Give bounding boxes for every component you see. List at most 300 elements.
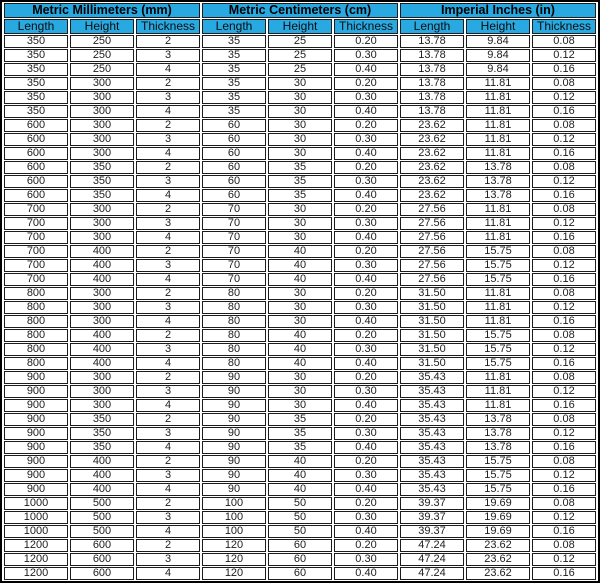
col-header-mm-height: Height: [70, 19, 134, 34]
table-cell: 0.16: [532, 525, 596, 538]
table-cell: 40: [268, 455, 332, 468]
table-cell: 0.16: [532, 105, 596, 118]
table-cell: 27.56: [400, 273, 464, 286]
table-cell: 0.16: [532, 63, 596, 76]
table-row: [4, 189, 596, 202]
table-cell: 11.81: [466, 203, 530, 216]
table-cell: 11.81: [466, 105, 530, 118]
table-row: [4, 259, 596, 272]
table-cell: 700: [4, 231, 68, 244]
table-cell: 350: [4, 105, 68, 118]
table-cell: 0.30: [334, 91, 398, 104]
table-cell: 40: [268, 245, 332, 258]
table-row: [4, 427, 596, 440]
table-row: [4, 329, 596, 342]
table-cell: 0.20: [334, 245, 398, 258]
table-cell: 0.40: [334, 567, 398, 580]
table-cell: 0.30: [334, 133, 398, 146]
table-cell: 90: [202, 469, 266, 482]
table-cell: 600: [4, 189, 68, 202]
table-cell: 35.43: [400, 371, 464, 384]
table-cell: 35.43: [400, 441, 464, 454]
table-cell: 3: [136, 49, 200, 62]
table-cell: 15.75: [466, 273, 530, 286]
table-cell: 1000: [4, 511, 68, 524]
table-cell: 350: [70, 175, 134, 188]
table-cell: 0.30: [334, 469, 398, 482]
table-cell: 0.20: [334, 413, 398, 426]
table-cell: 0.30: [334, 301, 398, 314]
table-cell: 4: [136, 231, 200, 244]
table-cell: 4: [136, 567, 200, 580]
table-cell: 3: [136, 217, 200, 230]
table-cell: 60: [268, 539, 332, 552]
table-cell: 0.08: [532, 371, 596, 384]
table-cell: 0.40: [334, 189, 398, 202]
table-cell: 900: [4, 399, 68, 412]
table-cell: 800: [4, 287, 68, 300]
group-header-metric-mm: Metric Millimeters (mm): [4, 3, 200, 18]
table-cell: 300: [70, 315, 134, 328]
table-cell: 120: [202, 567, 266, 580]
table-cell: 2: [136, 161, 200, 174]
table-row: [4, 497, 596, 510]
table-cell: 2: [136, 287, 200, 300]
table-cell: 30: [268, 133, 332, 146]
table-cell: 0.40: [334, 525, 398, 538]
table-cell: 15.75: [466, 483, 530, 496]
table-cell: 27.56: [400, 231, 464, 244]
table-cell: 0.30: [334, 259, 398, 272]
table-cell: 27.56: [400, 217, 464, 230]
table-cell: 35.43: [400, 427, 464, 440]
table-cell: 0.40: [334, 315, 398, 328]
table-cell: 60: [268, 553, 332, 566]
table-row: [4, 273, 596, 286]
table-cell: 30: [268, 105, 332, 118]
table-cell: 4: [136, 441, 200, 454]
table-cell: 11.81: [466, 77, 530, 90]
table-cell: 0.40: [334, 231, 398, 244]
table-cell: 1200: [4, 539, 68, 552]
table-cell: 2: [136, 77, 200, 90]
table-row: [4, 119, 596, 132]
table-header: [4, 3, 596, 34]
table-cell: 0.20: [334, 35, 398, 48]
table-cell: 35.43: [400, 385, 464, 398]
table-cell: 300: [70, 399, 134, 412]
table-cell: 2: [136, 371, 200, 384]
table-cell: 11.81: [466, 287, 530, 300]
table-cell: 35: [268, 175, 332, 188]
table-body: [4, 35, 596, 580]
table-cell: 30: [268, 301, 332, 314]
table-cell: 2: [136, 329, 200, 342]
table-cell: 39.37: [400, 497, 464, 510]
table-cell: 2: [136, 539, 200, 552]
table-cell: 800: [4, 315, 68, 328]
table-cell: 15.75: [466, 343, 530, 356]
table-cell: 60: [202, 175, 266, 188]
table-cell: 250: [70, 35, 134, 48]
table-cell: 0.20: [334, 497, 398, 510]
table-cell: 0.08: [532, 161, 596, 174]
table-cell: 4: [136, 273, 200, 286]
table-cell: 0.30: [334, 175, 398, 188]
table-cell: 47.24: [400, 539, 464, 552]
table-cell: 0.30: [334, 385, 398, 398]
table-row: [4, 245, 596, 258]
table-cell: 15.75: [466, 245, 530, 258]
table-cell: 9.84: [466, 35, 530, 48]
table-cell: 23.62: [400, 147, 464, 160]
table-cell: 0.40: [334, 399, 398, 412]
table-cell: 3: [136, 553, 200, 566]
table-cell: 350: [70, 161, 134, 174]
table-cell: 250: [70, 49, 134, 62]
table-cell: 4: [136, 189, 200, 202]
col-header-cm-thickness: Thickness: [334, 19, 398, 34]
table-cell: 70: [202, 231, 266, 244]
table-cell: 700: [4, 273, 68, 286]
table-cell: 70: [202, 217, 266, 230]
table-cell: 0.16: [532, 273, 596, 286]
table-cell: 39.37: [400, 511, 464, 524]
table-cell: 13.78: [400, 49, 464, 62]
table-cell: 23.62: [466, 553, 530, 566]
table-cell: 0.12: [532, 511, 596, 524]
table-cell: 70: [202, 245, 266, 258]
table-cell: 0.30: [334, 553, 398, 566]
table-row: [4, 385, 596, 398]
table-cell: 300: [70, 147, 134, 160]
table-cell: 35: [202, 77, 266, 90]
table-cell: 0.12: [532, 217, 596, 230]
table-cell: 600: [70, 567, 134, 580]
table-row: [4, 91, 596, 104]
table-cell: 13.78: [466, 427, 530, 440]
table-cell: 70: [202, 259, 266, 272]
table-cell: 25: [268, 63, 332, 76]
table-cell: 23.62: [400, 133, 464, 146]
table-cell: 2: [136, 245, 200, 258]
table-cell: 700: [4, 245, 68, 258]
table-cell: 60: [202, 161, 266, 174]
table-cell: 13.78: [466, 189, 530, 202]
table-cell: 90: [202, 455, 266, 468]
table-cell: 50: [268, 525, 332, 538]
table-cell: 35.43: [400, 469, 464, 482]
table-cell: 1000: [4, 525, 68, 538]
table-cell: 300: [70, 217, 134, 230]
table-cell: 350: [70, 427, 134, 440]
table-cell: 0.30: [334, 427, 398, 440]
table-row: [4, 77, 596, 90]
table-cell: 900: [4, 413, 68, 426]
table-cell: 27.56: [400, 245, 464, 258]
table-row: [4, 413, 596, 426]
table-cell: 31.50: [400, 315, 464, 328]
table-cell: 0.08: [532, 77, 596, 90]
table-cell: 0.30: [334, 511, 398, 524]
table-cell: 600: [4, 119, 68, 132]
table-cell: 80: [202, 301, 266, 314]
table-cell: 900: [4, 483, 68, 496]
table-cell: 30: [268, 77, 332, 90]
table-row: [4, 231, 596, 244]
table-cell: 0.12: [532, 91, 596, 104]
table-cell: 35: [202, 91, 266, 104]
table-cell: 0.16: [532, 483, 596, 496]
table-cell: 13.78: [400, 91, 464, 104]
table-cell: 0.08: [532, 329, 596, 342]
table-cell: 3: [136, 427, 200, 440]
table-cell: 350: [4, 77, 68, 90]
table-cell: 35: [202, 49, 266, 62]
table-cell: 300: [70, 203, 134, 216]
table-cell: 100: [202, 525, 266, 538]
table-cell: 35: [202, 63, 266, 76]
table-row: [4, 315, 596, 328]
table-cell: 4: [136, 105, 200, 118]
table-cell: 30: [268, 371, 332, 384]
table-row: [4, 301, 596, 314]
table-cell: 0.08: [532, 539, 596, 552]
table-cell: 0.08: [532, 119, 596, 132]
table-cell: 0.08: [532, 413, 596, 426]
table-cell: 0.16: [532, 441, 596, 454]
table-row: [4, 371, 596, 384]
table-cell: 900: [4, 427, 68, 440]
table-cell: 60: [202, 119, 266, 132]
table-cell: 15.75: [466, 357, 530, 370]
table-cell: 90: [202, 441, 266, 454]
table-cell: 11.81: [466, 315, 530, 328]
table-cell: 0.12: [532, 343, 596, 356]
table-cell: 1200: [4, 567, 68, 580]
table-cell: 9.84: [466, 49, 530, 62]
table-cell: 40: [268, 469, 332, 482]
table-cell: 27.56: [400, 203, 464, 216]
table-cell: 31.50: [400, 329, 464, 342]
table-cell: 25: [268, 35, 332, 48]
table-cell: 13.78: [466, 413, 530, 426]
table-cell: 23.62: [400, 119, 464, 132]
table-cell: 60: [202, 133, 266, 146]
table-cell: 15.75: [466, 469, 530, 482]
table-cell: 0.12: [532, 553, 596, 566]
table-row: [4, 203, 596, 216]
table-cell: 0.20: [334, 161, 398, 174]
table-cell: 35: [202, 105, 266, 118]
table-cell: 80: [202, 329, 266, 342]
table-cell: 70: [202, 273, 266, 286]
table-row: [4, 525, 596, 538]
table-cell: 0.12: [532, 385, 596, 398]
table-cell: 40: [268, 273, 332, 286]
table-cell: 0.16: [532, 315, 596, 328]
table-cell: 13.78: [466, 175, 530, 188]
table-cell: 0.30: [334, 343, 398, 356]
table-cell: 80: [202, 315, 266, 328]
table-cell: 11.81: [466, 133, 530, 146]
table-cell: 300: [70, 105, 134, 118]
table-cell: 350: [4, 35, 68, 48]
table-cell: 31.50: [400, 357, 464, 370]
table-cell: 700: [4, 259, 68, 272]
table-cell: 35.43: [400, 455, 464, 468]
table-cell: 0.08: [532, 203, 596, 216]
table-cell: 35.43: [400, 413, 464, 426]
table-cell: 80: [202, 343, 266, 356]
table-cell: 0.12: [532, 133, 596, 146]
column-header-row: [4, 19, 596, 34]
table-cell: 30: [268, 217, 332, 230]
col-header-cm-height: Height: [268, 19, 332, 34]
table-cell: 35: [202, 35, 266, 48]
table-cell: 400: [70, 259, 134, 272]
table-cell: 100: [202, 497, 266, 510]
table-cell: 30: [268, 91, 332, 104]
table-cell: 350: [4, 63, 68, 76]
table-cell: 4: [136, 315, 200, 328]
table-cell: 0.16: [532, 189, 596, 202]
table-cell: 0.16: [532, 357, 596, 370]
table-cell: 0.20: [334, 203, 398, 216]
table-row: [4, 455, 596, 468]
table-row: [4, 287, 596, 300]
table-cell: 23.62: [466, 539, 530, 552]
table-cell: 23.62: [400, 189, 464, 202]
table-cell: 300: [70, 287, 134, 300]
table-cell: 4: [136, 63, 200, 76]
table-row: [4, 147, 596, 160]
table-cell: 13.78: [400, 35, 464, 48]
table-row: [4, 343, 596, 356]
table-cell: 40: [268, 343, 332, 356]
table-cell: 35: [268, 189, 332, 202]
table-row: [4, 483, 596, 496]
table-cell: 600: [70, 553, 134, 566]
table-cell: 13.78: [400, 105, 464, 118]
table-cell: 300: [70, 133, 134, 146]
table-cell: 300: [70, 385, 134, 398]
table-cell: 800: [4, 301, 68, 314]
table-cell: 0.20: [334, 119, 398, 132]
table-cell: 39.37: [400, 525, 464, 538]
table-cell: 30: [268, 287, 332, 300]
table-row: [4, 539, 596, 552]
table-cell: 60: [202, 147, 266, 160]
table-row: [4, 105, 596, 118]
table-cell: 11.81: [466, 301, 530, 314]
col-header-in-thickness: Thickness: [532, 19, 596, 34]
table-cell: 800: [4, 343, 68, 356]
col-header-mm-length: Length: [4, 19, 68, 34]
table-cell: 350: [4, 91, 68, 104]
table-cell: 35.43: [400, 399, 464, 412]
table-cell: 250: [70, 63, 134, 76]
table-cell: 3: [136, 469, 200, 482]
table-cell: 700: [4, 203, 68, 216]
table-cell: 30: [268, 399, 332, 412]
table-cell: 900: [4, 385, 68, 398]
table-row: [4, 441, 596, 454]
table-row: [4, 399, 596, 412]
table-cell: 13.78: [400, 63, 464, 76]
table-cell: 35: [268, 161, 332, 174]
table-cell: 90: [202, 399, 266, 412]
table-cell: 11.81: [466, 147, 530, 160]
table-cell: 0.20: [334, 455, 398, 468]
table-cell: 100: [202, 511, 266, 524]
table-cell: 47.24: [400, 567, 464, 580]
table-cell: 30: [268, 385, 332, 398]
table-cell: 25: [268, 49, 332, 62]
table-cell: 0.08: [532, 497, 596, 510]
table-cell: 30: [268, 147, 332, 160]
table-cell: 35: [268, 413, 332, 426]
table-cell: 31.50: [400, 287, 464, 300]
table-cell: 15.75: [466, 455, 530, 468]
table-cell: 0.20: [334, 371, 398, 384]
table-cell: 350: [4, 49, 68, 62]
table-cell: 3: [136, 343, 200, 356]
table-cell: 19.69: [466, 497, 530, 510]
table-cell: 31.50: [400, 343, 464, 356]
table-cell: 23.62: [400, 175, 464, 188]
table-cell: 31.50: [400, 301, 464, 314]
table-cell: 400: [70, 357, 134, 370]
table-cell: 600: [4, 161, 68, 174]
table-cell: 0.16: [532, 399, 596, 412]
table-cell: 350: [70, 413, 134, 426]
table-row: [4, 49, 596, 62]
table-cell: 30: [268, 315, 332, 328]
table-cell: 500: [70, 497, 134, 510]
table-cell: 90: [202, 371, 266, 384]
table-cell: 11.81: [466, 399, 530, 412]
table-cell: 300: [70, 77, 134, 90]
table-cell: 0.12: [532, 259, 596, 272]
table-cell: 0.16: [532, 231, 596, 244]
table-cell: 47.24: [400, 553, 464, 566]
table-cell: 0.12: [532, 49, 596, 62]
table-cell: 0.08: [532, 35, 596, 48]
table-cell: 13.78: [400, 77, 464, 90]
col-header-in-height: Height: [466, 19, 530, 34]
table-cell: 900: [4, 469, 68, 482]
table-cell: 800: [4, 329, 68, 342]
table-cell: 70: [202, 203, 266, 216]
table-cell: 0.40: [334, 147, 398, 160]
table-cell: 0.16: [532, 147, 596, 160]
table-cell: 4: [136, 147, 200, 160]
table-cell: 40: [268, 357, 332, 370]
table-cell: 15.75: [466, 329, 530, 342]
table-cell: 23.62: [400, 161, 464, 174]
table-cell: 400: [70, 483, 134, 496]
col-header-mm-thickness: Thickness: [136, 19, 200, 34]
table-cell: 350: [70, 441, 134, 454]
col-header-in-length: Length: [400, 19, 464, 34]
table-cell: 90: [202, 427, 266, 440]
table-cell: 0.20: [334, 287, 398, 300]
table-cell: 3: [136, 259, 200, 272]
table-row: [4, 567, 596, 580]
table-cell: 300: [70, 301, 134, 314]
table-cell: 0.40: [334, 273, 398, 286]
